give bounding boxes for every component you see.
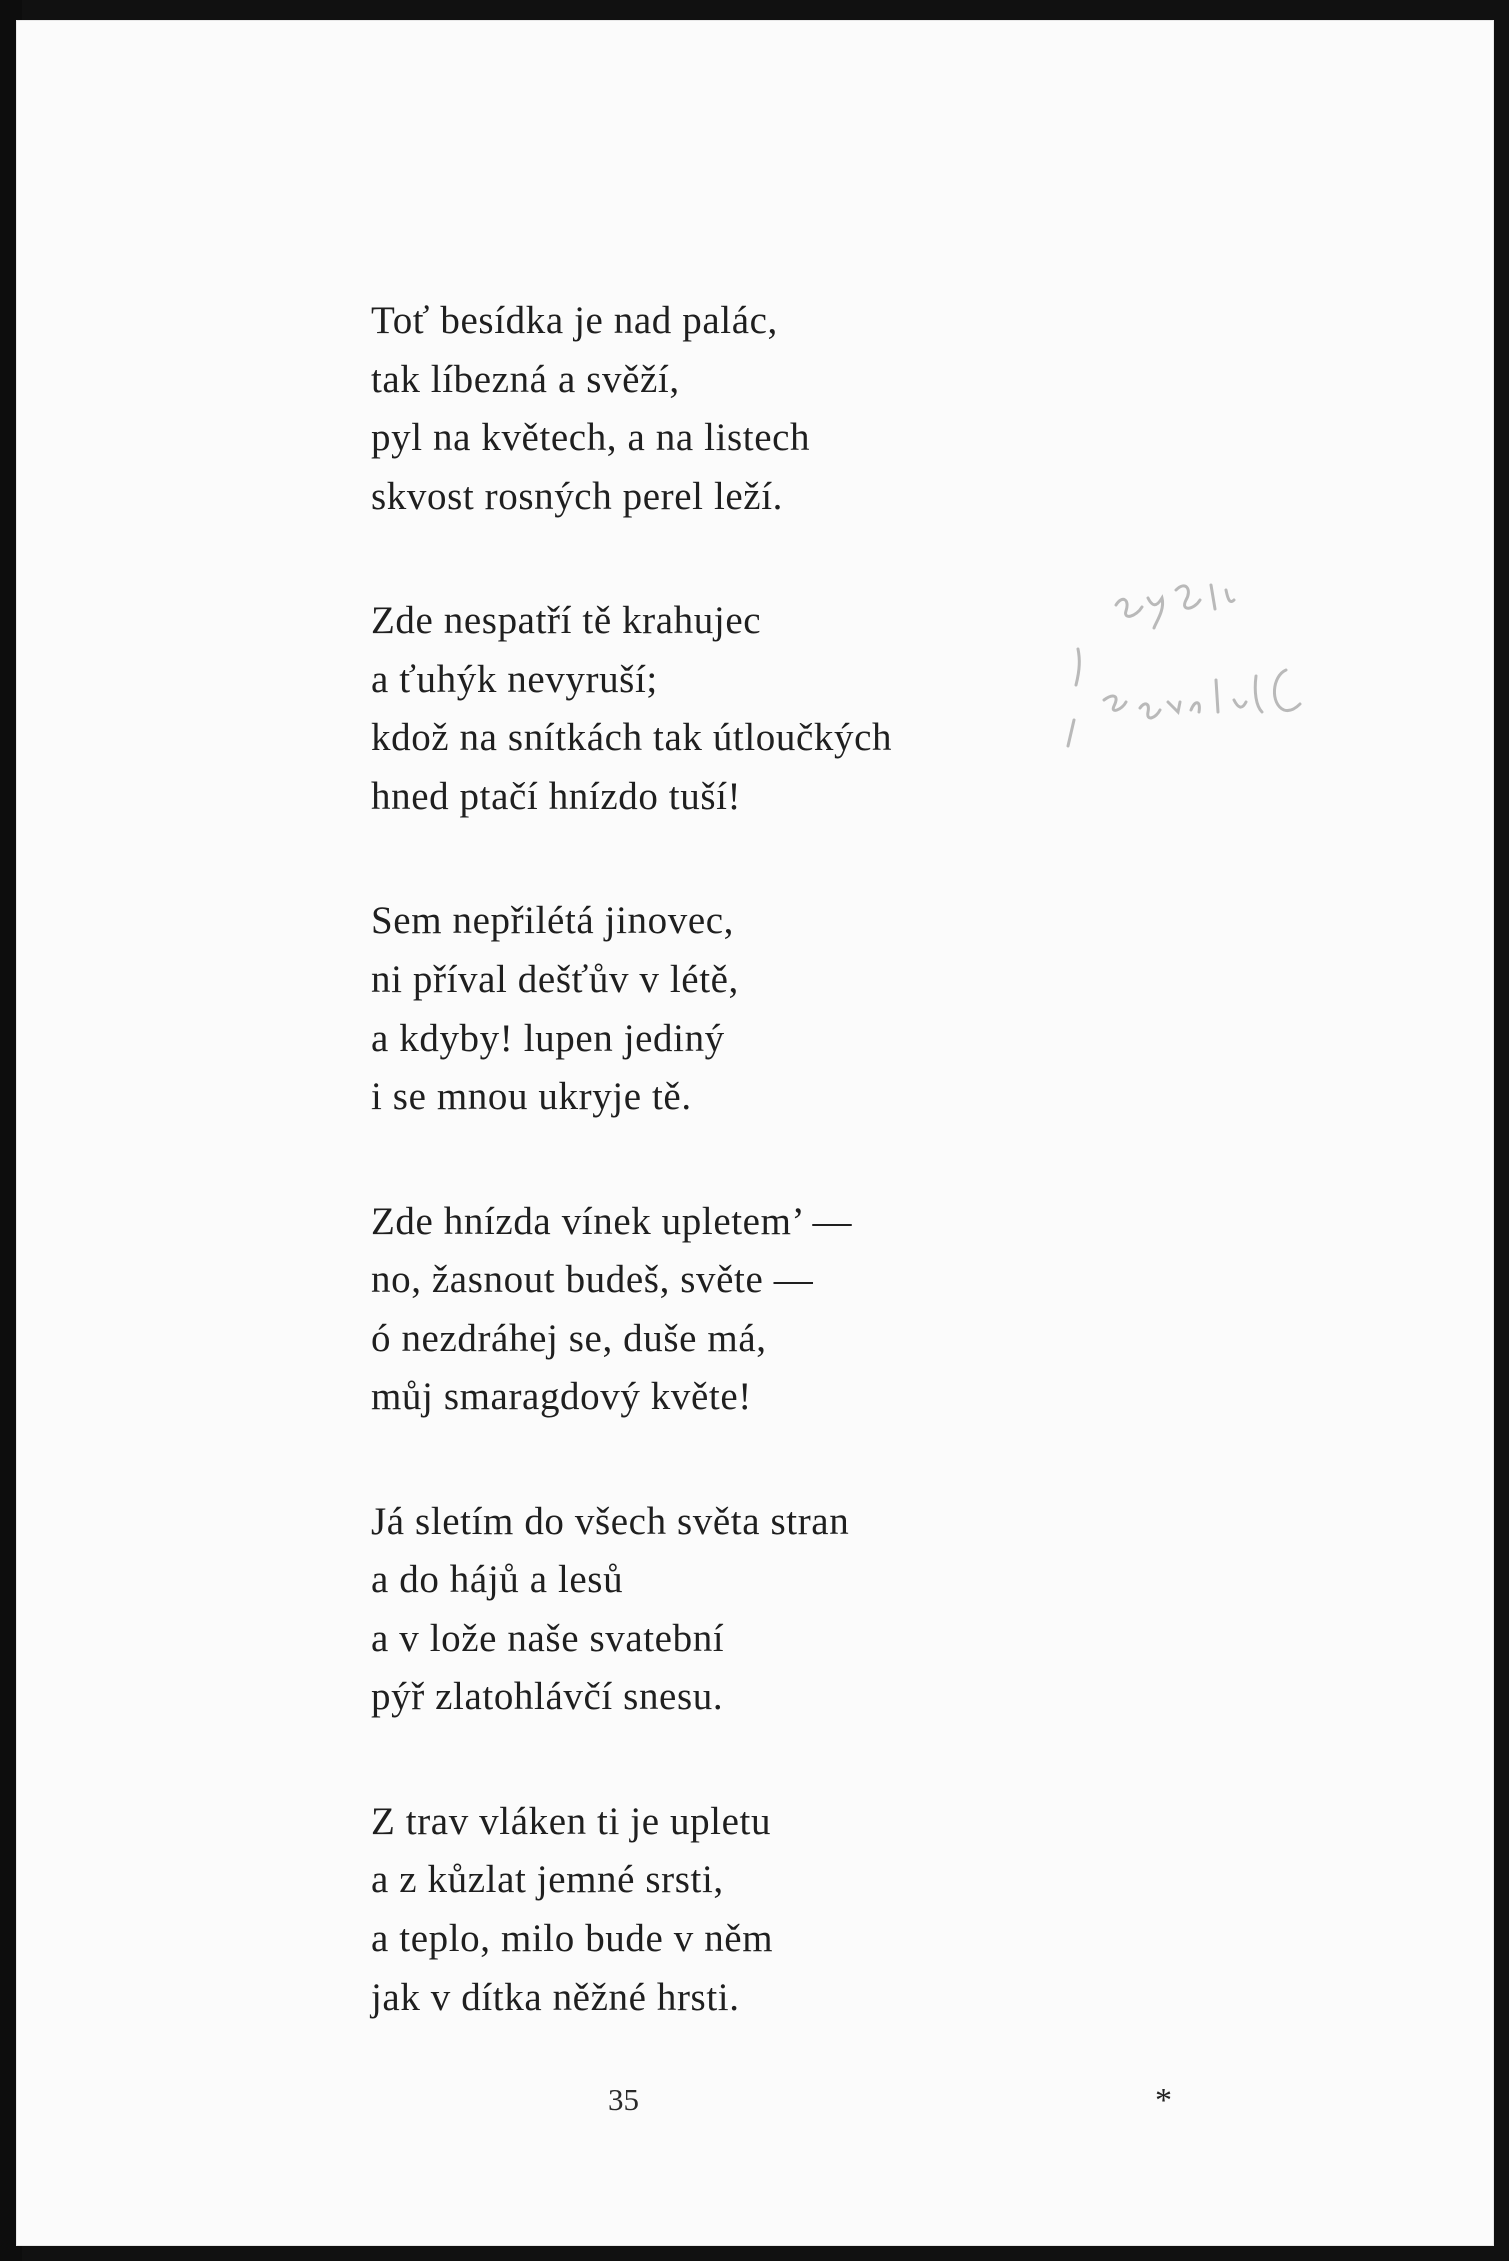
poem-line: kdož na snítkách tak útloučkých [371,716,893,760]
poem-line: a ťuhýk nevyruší; [371,657,658,701]
poem [371,292,1131,2027]
poem-line: i se mnou ukryje tě. [371,1075,692,1119]
book-page [16,20,1494,2246]
poem-line: ni příval dešťův v létě, [371,957,739,1001]
poem-line: tak líbezná a svěží, [371,357,680,401]
poem-line: hned ptačí hnízdo tuší! [371,774,742,818]
poem-line: no, žasnout budeš, světe — [371,1258,814,1302]
stanza-4 [371,1193,1131,1427]
poem-line: a kdyby! lupen jediný [371,1016,725,1060]
poem-line: Z trav vláken ti je upletu [371,1799,772,1843]
poem-line: a do hájů a lesů [371,1558,624,1602]
stanza-1 [371,292,1131,526]
stanza-2 [371,592,1131,826]
poem-line: můj smaragdový květe! [371,1375,752,1419]
poem-line: skvost rosných perel leží. [371,474,783,518]
pencil-annotation [1056,560,1376,760]
poem-line: a teplo, milo bude v něm [371,1917,774,1961]
poem-line: Zde nespatří tě krahujec [371,599,762,643]
poem-line: ó nezdráhej se, duše má, [371,1316,767,1360]
page-number: 35 [608,2082,639,2117]
poem-line: pýř zlatohlávčí snesu. [371,1675,724,1719]
signature-mark: * [1155,2082,1172,2119]
stanza-3 [371,892,1131,1126]
poem-line: a v lože naše svatební [371,1616,725,1660]
poem-line: jak v dítka něžné hrsti. [371,1975,740,2019]
poem-line: Sem nepřilétá jinovec, [371,899,735,943]
poem-line: Toť besídka je nad palác, [371,299,778,342]
poem-line: pyl na květech, a na listech [371,416,811,460]
stanza-6 [371,1793,1131,2027]
stanza-5 [371,1493,1131,1727]
poem-line: Zde hnízda vínek upletem’ — [371,1199,853,1243]
poem-line: Já sletím do všech světa stran [371,1499,850,1543]
poem-line: a z kůzlat jemné srsti, [371,1858,724,1902]
